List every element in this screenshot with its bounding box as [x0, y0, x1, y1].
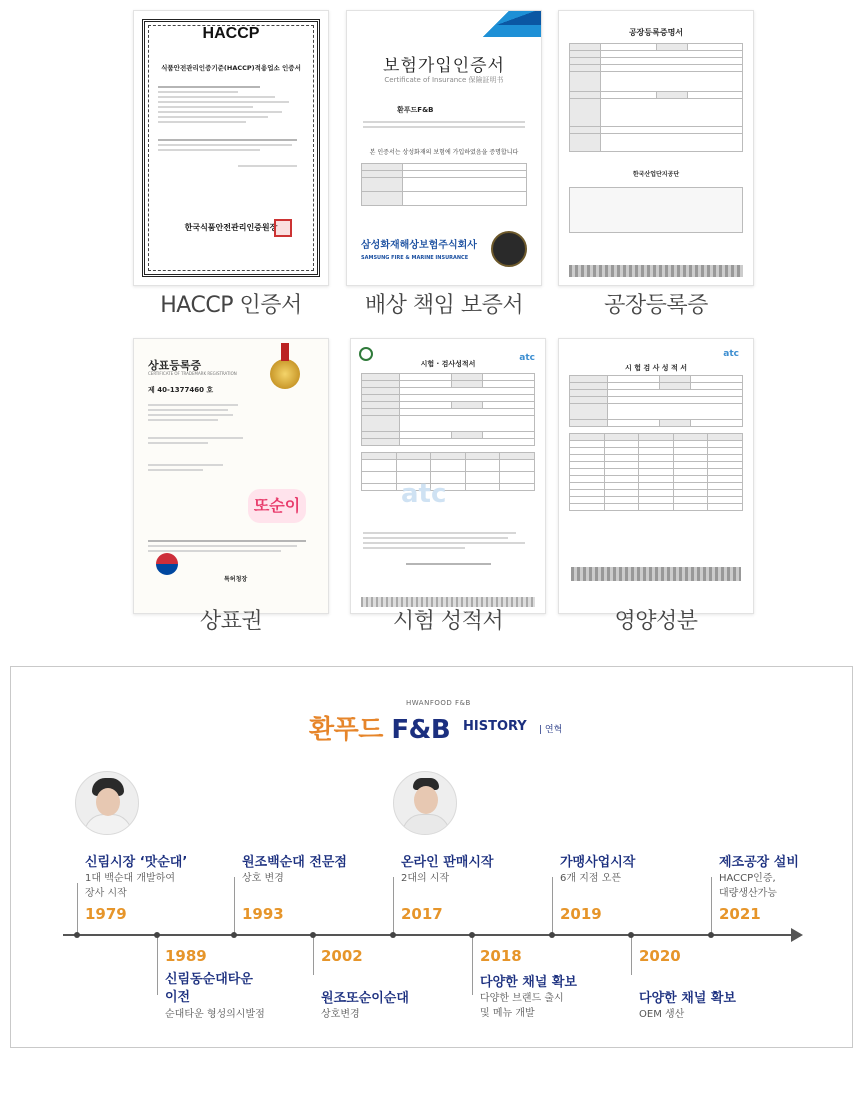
insurance-company-en: SAMSUNG FIRE & MARINE INSURANCE: [361, 255, 469, 261]
trademark-certificate-image: [133, 338, 329, 614]
trademark-office: 특허청장: [224, 576, 248, 583]
test-report-title: 시험 · 검사성적서: [420, 360, 476, 368]
test-report-image: [350, 338, 546, 614]
certificate-body-text: [158, 83, 304, 170]
event-year-2021: 2021: [719, 905, 761, 923]
insured-info: [363, 105, 525, 131]
haccp-certificate-image: [133, 10, 329, 286]
trademark-mark: 또순이: [248, 489, 306, 523]
factory-registration-image: [558, 10, 754, 286]
trademark-title: 상표등록증: [148, 359, 202, 372]
haccp-logo: HACCP: [202, 25, 260, 42]
atc-logo: atc: [519, 353, 535, 363]
event-title-1993: 원조백순대 전문점: [242, 855, 347, 870]
caption-trademark: 상표권: [199, 609, 263, 634]
timeline-tick: [393, 877, 394, 935]
trademark-subtitle: CERTIFICATE OF TRADEMARK REGISTRATION: [148, 371, 237, 376]
factory-title: 공장등록증명서: [628, 28, 684, 37]
event-desc-2017: 2대의 시작: [401, 873, 450, 884]
barcode-strip: [569, 265, 743, 277]
founder-avatar: [75, 771, 139, 835]
event-year-1979: 1979: [85, 905, 127, 923]
brand-name-ko: 환푸드: [309, 715, 383, 745]
event-desc-2021: HACCP인증, 대량생산가능: [719, 873, 777, 899]
test-report-table: [361, 373, 535, 491]
successor-avatar: [393, 771, 457, 835]
timeline-dot: [628, 932, 634, 938]
timeline-tick: [313, 935, 314, 975]
event-year-2018: 2018: [480, 947, 522, 965]
insurance-subtitle: Certificate of Insurance 保險証明书: [384, 76, 504, 84]
timeline-tick: [157, 935, 158, 995]
event-desc-1993: 상호 변경: [242, 873, 284, 884]
timeline-dot: [74, 932, 80, 938]
event-year-2020: 2020: [639, 947, 681, 965]
company-seal-icon: [491, 231, 527, 267]
haccp-certificate-title: 식품안전관리인증기준(HACCP)적용업소 인증서: [161, 64, 301, 72]
timeline-tick: [631, 935, 632, 975]
event-desc-2019: 6개 지점 오픈: [560, 873, 622, 884]
korea-emblem-icon: [156, 553, 178, 575]
timeline-dot: [310, 932, 316, 938]
event-desc-2020: OEM 생산: [639, 1009, 685, 1020]
timeline-dot: [549, 932, 555, 938]
nutrition-report-image: [558, 338, 754, 614]
timeline-line: [63, 934, 795, 936]
timeline-dot: [154, 932, 160, 938]
history-heading: HISTORY: [463, 719, 527, 734]
caption-nutrition: 영양성분: [614, 609, 698, 634]
caption-haccp: HACCP 인증서: [160, 293, 302, 318]
timeline-dot: [708, 932, 714, 938]
trademark-details: [148, 401, 248, 474]
insurance-table: [361, 163, 527, 206]
timeline-dot: [231, 932, 237, 938]
insurance-company: 삼성화재해상보험주식회사: [361, 240, 477, 251]
insured-name: 환푸드F&B: [397, 106, 434, 114]
caption-insurance: 배상 책임 보증서: [364, 293, 524, 318]
event-desc-2002: 상호변경: [321, 1009, 360, 1020]
event-desc-1989: 순대타운 형성의시발점: [165, 1009, 265, 1020]
event-title-2020: 다양한 채널 확보: [639, 991, 736, 1006]
event-desc-1979: 1대 백순대 개발하여 장사 시작: [85, 873, 175, 899]
official-seal-icon: [274, 219, 292, 237]
timeline-arrow-icon: [791, 928, 803, 942]
brand-logo: [309, 709, 450, 746]
event-title-2017: 온라인 판매시작: [401, 855, 494, 870]
timeline-tick: [552, 877, 553, 935]
factory-issuer: 한국산업단지공단: [632, 171, 680, 178]
atc-logo: atc: [723, 349, 739, 359]
event-year-2017: 2017: [401, 905, 443, 923]
corner-decoration: [481, 11, 541, 25]
event-title-2002: 원조또순이순대: [321, 991, 409, 1006]
process-flow-box: [569, 187, 743, 233]
test-report-notes: [363, 529, 533, 568]
timeline-tick: [472, 935, 473, 995]
event-title-2018: 다양한 채널 확보: [480, 975, 577, 990]
timeline-tick: [234, 877, 235, 935]
event-year-1989: 1989: [165, 947, 207, 965]
insurance-statement: 본 인증서는 상성화재의 보험에 가입하였음을 증명합니다: [369, 149, 519, 156]
timeline-dot: [390, 932, 396, 938]
atc-watermark: atc: [401, 479, 447, 509]
event-desc-2018: 다양한 브랜드 출시 및 메뉴 개발: [480, 993, 564, 1019]
nutrition-report-title: 시 험 검 사 성 적 서: [625, 364, 687, 372]
factory-table: [569, 43, 743, 152]
history-panel: [10, 666, 853, 1048]
event-title-1989: 신림동순대타운 이전: [165, 972, 253, 1005]
haccp-issuer: 한국식품안전관리인증원장: [184, 223, 278, 232]
trademark-reg-no: 제 40-1377460 호: [148, 386, 214, 394]
caption-factory: 공장등록증: [604, 293, 708, 318]
timeline-tick: [77, 883, 78, 935]
event-title-2019: 가맹사업시작: [560, 855, 636, 870]
insurance-certificate-image: [346, 10, 542, 286]
event-title-2021: 제조공장 설비: [719, 855, 799, 870]
caption-test-report: 시험 성적서: [392, 609, 504, 634]
timeline-dot: [469, 932, 475, 938]
history-heading-ko: | 연혁: [539, 725, 563, 735]
event-year-2002: 2002: [321, 947, 363, 965]
trademark-statement: [148, 537, 314, 555]
barcode-strip: [571, 567, 741, 581]
event-year-1993: 1993: [242, 905, 284, 923]
event-title-1979: 신림시장 ‘맛순대’: [85, 855, 188, 870]
event-year-2019: 2019: [560, 905, 602, 923]
nutrition-info-table: [569, 375, 743, 511]
insurance-title: 보험가입인증서: [383, 56, 505, 76]
timeline-tick: [711, 877, 712, 935]
brand-english: HWANFOOD F&B: [406, 699, 471, 707]
gold-medal-icon: [270, 359, 300, 389]
brand-suffix: F&B: [391, 715, 451, 745]
